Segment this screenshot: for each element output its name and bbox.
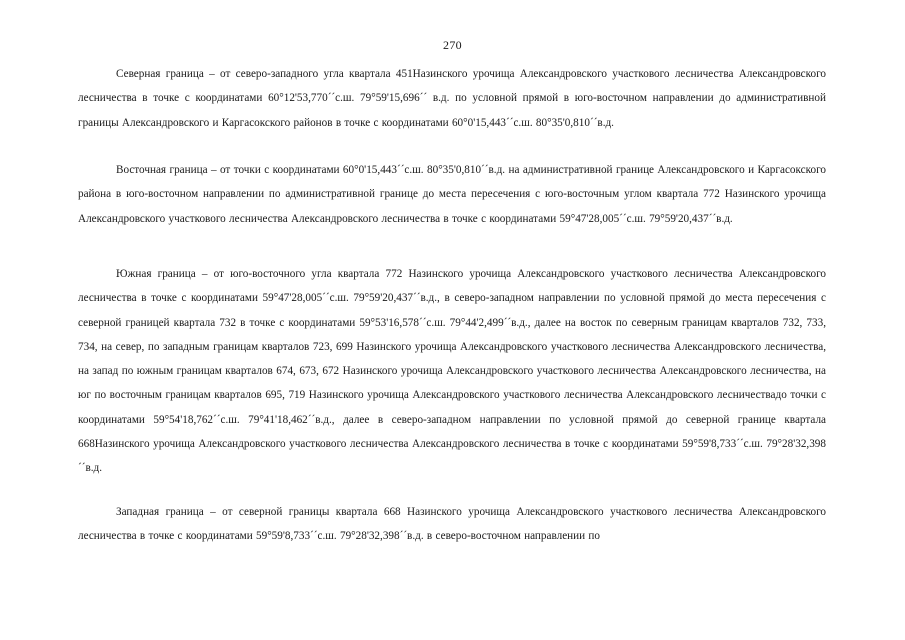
paragraph-east-boundary: [78, 158, 826, 231]
paragraph-north-boundary: [78, 62, 826, 135]
paragraph-text: Западная граница – от северной границы квартала 668 Назинского урочища Александровского участкового лесничества Александровского лесничества в точке с координатами 59°59'8,733´´с.ш. 79°28'32,398´´в.д. в северо-восточном направлении по: [78, 506, 826, 543]
paragraph-south-boundary: [78, 262, 826, 481]
paragraph-text: Южная граница – от юго-восточного угла квартала 772 Назинского урочища Александровского участкового лесничества Александровского лесничества в точке с координатами 59°47'28,005´´с.ш. 79°59'20,437´´в.д., в северо-западном направлении по условной прямой до места пересечения с северной границей квартала 732 в точке с координатами 59°53'16,578´´с.ш. 79°44'2,499´´в.д., далее на восток по северным границам кварталов 732, 733, 734, на север, по западным границам кварталов 723, 699 Назинского урочища Александровского участкового лесничества Александровского лесничества, на запад по южным границам кварталов 674, 673, 672 Назинского урочища Александровского участкового лесничества Александровского лесничества, на юг по восточным границам кварталов 695, 719 Назинского урочища Александровского участкового лесничества Александровского лесничествадо точки с координатами 59°54'18,762´´с.ш. 79°41'18,462´´в.д., далее в северо-западном направлении по условной прямой до северной границе квартала 668Назинского урочища Александровского участкового лесничества Александровского лесничества в точке с координатами 59°59'8,733´´с.ш. 79°28'32,398´´в.д.: [78, 268, 826, 475]
paragraph-west-boundary: [78, 500, 826, 549]
paragraph-text: Восточная граница – от точки с координатами 60°0'15,443´´с.ш. 80°35'0,810´´в.д. на административной границе Александровского и Каргасокского района в юго-восточном направлении по административной границе до места пересечения с юго-восточным углом квартала 772 Назинского урочища Александровского участкового лесничества Александровского лесничества в точке с координатами 59°47'28,005´´с.ш. 79°59'20,437´´в.д.: [78, 164, 826, 225]
page-number: 270: [443, 38, 462, 52]
paragraph-text: Северная граница – от северо-западного угла квартала 451Назинского урочища Александровского участкового лесничества Александровского лесничества в точке с координатами 60°12'53,770´´с.ш. 79°59'15,696´´ в.д. по условной прямой в юго-восточном направлении до административной границы Александровского и Каргасокского районов в точке с координатами 60°0'15,443´´с.ш. 80°35'0,810´´в.д.: [78, 68, 826, 129]
